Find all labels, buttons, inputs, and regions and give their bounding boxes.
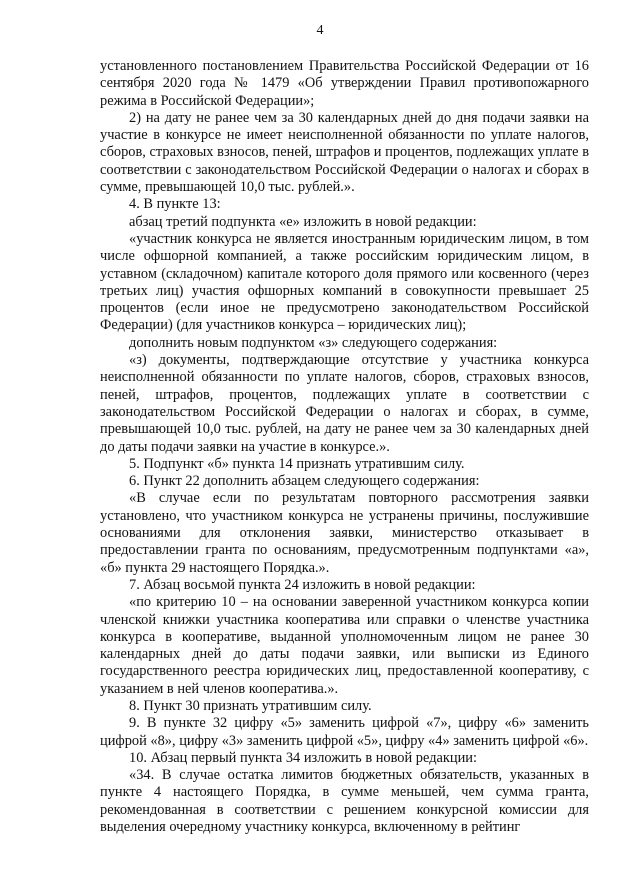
paragraph: «В случае если по результатам повторного рассмотрения заявки установлено, что участником конкурса не устранены причины, послужившие основаниями для отклонения заявки, министерство отказывает в предоставлении гранта по основаниям, предусмотренным подпунктами «а», «б» пункта 29 настоящего Порядка.». (100, 490, 589, 576)
paragraph: 5. Подпункт «б» пункта 14 признать утратившим силу. (129, 455, 465, 472)
paragraph: абзац третий подпункта «е» изложить в новой редакции: (129, 213, 477, 230)
paragraph: «по критерию 10 – на основании заверенной участником конкурса копии членской книжки участника кооператива или справки о членстве участника конкурса в кооперативе, выданной уполномоченным лицом не ранее 30 календарных дней до даты подачи заявки, или выписки из Единого государственного реестра юридических лиц, предоставленной кооперативу, с указанием в ней членов кооператива.». (100, 594, 589, 697)
paragraph: дополнить новым подпунктом «з» следующего содержания: (129, 334, 498, 351)
paragraph: «34. В случае остатка лимитов бюджетных обязательств, указанных в пункте 4 настоящего Порядка, в сумме меньшей, чем сумма гранта, рекомендованная в соответствии с решением конкурсной комиссии для выделения очередному участнику конкурса, включенному в рейтинг (100, 767, 589, 836)
paragraph: «участник конкурса не является иностранным юридическим лицом, в том числе офшорной компанией, а также российским юридическим лицом, в уставном (складочном) капитале которого доля прямого или косвенного (через третьих лиц) участия офшорных компаний в совокупности превышает 25 процентов (если иное не предусмотрено законодательством Российской Федерации) (для участников конкурса – юридических лиц); (100, 230, 589, 334)
paragraph: 2) на дату не ранее чем за 30 календарных дней до дня подачи заявки на участие в конкурсе не имеет неисполненной обязанности по уплате налогов, сборов, страховых взносов, пеней, штрафов и процентов, подлежащих уплате в соответствии с законодательством Российской Федерации о налогах и сборах в сумме, превышающей 10,0 тыс. рублей.». (100, 109, 589, 196)
paragraph: 9. В пункте 32 цифру «5» заменить цифрой «7», цифру «6» заменить цифрой «8», цифру «3» заменить цифрой «5», цифру «4» заменить цифрой «6». (100, 715, 589, 749)
paragraph: 6. Пункт 22 дополнить абзацем следующего содержания: (129, 473, 480, 490)
paragraph: 7. Абзац восьмой пункта 24 изложить в новой редакции: (129, 576, 476, 593)
paragraph: 8. Пункт 30 признать утратившим силу. (129, 697, 372, 714)
paragraph: 10. Абзац первый пункта 34 изложить в новой редакции: (129, 749, 477, 766)
page-number: 4 (316, 23, 324, 38)
paragraph: «з) документы, подтверждающие отсутствие у участника конкурса неисполненной обязанности по уплате налогов, сборов, страховых взносов, пеней, штрафов, процентов, подлежащих уплате в соответствии с законодательством Российской Федерации о налогах и сборах, в сумме, превышающей 10,0 тыс. рублей, на дату не ранее чем за 30 календарных дней до даты подачи заявки на участие в конкурсе.». (100, 352, 589, 455)
paragraph: 4. В пункте 13: (129, 196, 221, 213)
paragraph: установленного постановлением Правительства Российской Федерации от 16 сентября 2020 года № 1479 «Об утверждении Правил противопожарного режима в Российской Федерации»; (100, 58, 589, 109)
document-body (100, 58, 589, 836)
